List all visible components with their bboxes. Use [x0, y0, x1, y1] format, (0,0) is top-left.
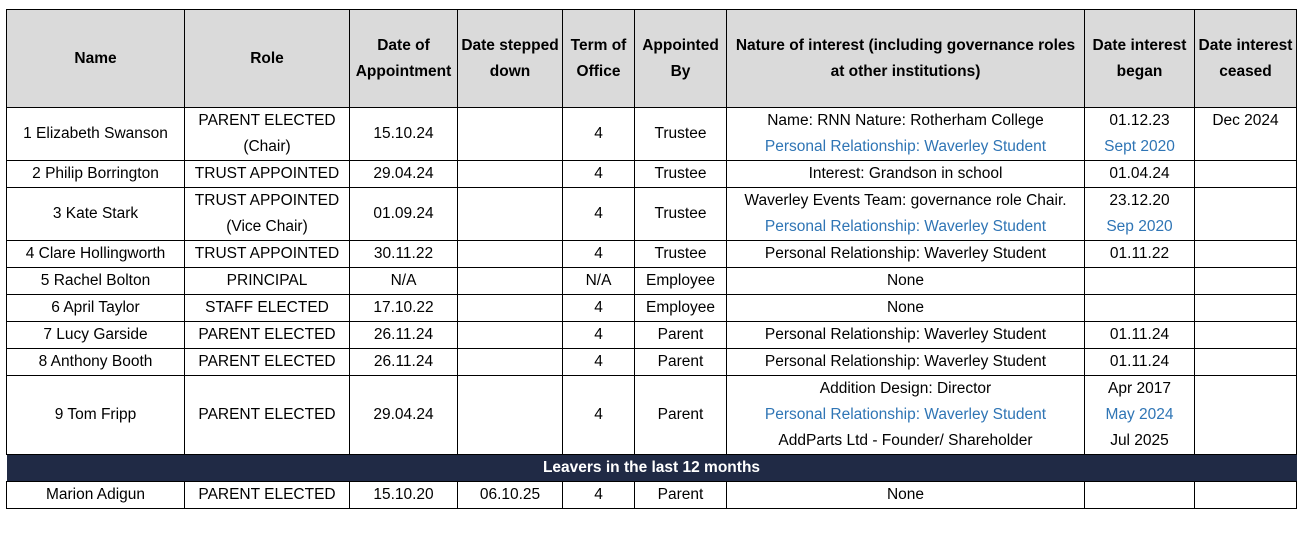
- table-row: [7, 108, 1297, 161]
- table-row: [7, 241, 1297, 268]
- role-line: TRUST APPOINTED: [194, 245, 340, 262]
- member-role: [185, 268, 350, 295]
- member-name: 6 April Taylor: [7, 295, 185, 322]
- date-of-appointment: 17.10.22: [350, 295, 458, 322]
- member-role: [185, 241, 350, 268]
- role-line: PARENT ELECTED: [198, 326, 336, 343]
- appointed-by: Employee: [635, 295, 727, 322]
- date-stepped-down: [458, 295, 563, 322]
- date-stepped-down: [458, 268, 563, 295]
- date-of-appointment: 01.09.24: [350, 188, 458, 241]
- term-of-office: 4: [563, 482, 635, 509]
- interest-began-line: Jul 2025: [1110, 432, 1169, 449]
- members-body: [7, 108, 1297, 455]
- appointed-by: Parent: [635, 349, 727, 376]
- nature-of-interest: [727, 161, 1085, 188]
- header-term-of-office: Term of Office: [563, 10, 635, 108]
- date-of-appointment: 26.11.24: [350, 322, 458, 349]
- date-stepped-down: [458, 188, 563, 241]
- interest-line: None: [886, 486, 925, 503]
- date-interest-ceased: [1195, 161, 1297, 188]
- date-interest-ceased: [1195, 322, 1297, 349]
- member-name: 3 Kate Stark: [7, 188, 185, 241]
- leavers-section-row: [7, 455, 1297, 482]
- header-role: Role: [185, 10, 350, 108]
- member-role: [185, 108, 350, 161]
- date-interest-ceased: [1195, 295, 1297, 322]
- date-interest-began: [1085, 188, 1195, 241]
- date-of-appointment: 15.10.20: [350, 482, 458, 509]
- interest-line: Addition Design: Director: [819, 380, 992, 397]
- member-role: [185, 349, 350, 376]
- nature-of-interest: [727, 322, 1085, 349]
- header-appointed-by: Appointed By: [635, 10, 727, 108]
- term-of-office: 4: [563, 188, 635, 241]
- role-line: TRUST APPOINTED: [194, 192, 340, 209]
- nature-of-interest: [727, 349, 1085, 376]
- term-of-office: 4: [563, 241, 635, 268]
- date-interest-ceased: [1195, 376, 1297, 455]
- appointed-by: Employee: [635, 268, 727, 295]
- interest-began-line: 01.11.24: [1109, 326, 1170, 343]
- member-name: 4 Clare Hollingworth: [7, 241, 185, 268]
- date-interest-began: [1085, 376, 1195, 455]
- member-name: 1 Elizabeth Swanson: [7, 108, 185, 161]
- appointed-by: Parent: [635, 482, 727, 509]
- interest-line: None: [886, 299, 925, 316]
- nature-of-interest: [727, 188, 1085, 241]
- role-line: PARENT ELECTED: [198, 406, 336, 423]
- term-of-office: 4: [563, 322, 635, 349]
- interest-line: Personal Relationship: Waverley Student: [764, 406, 1047, 423]
- interest-line: Personal Relationship: Waverley Student: [764, 353, 1047, 370]
- interest-began-line: 01.04.24: [1109, 165, 1170, 182]
- member-name: 5 Rachel Bolton: [7, 268, 185, 295]
- appointed-by: Parent: [635, 376, 727, 455]
- date-interest-began: [1085, 108, 1195, 161]
- leavers-heading: Leavers in the last 12 months: [7, 455, 1297, 482]
- date-interest-began: [1085, 322, 1195, 349]
- term-of-office: 4: [563, 295, 635, 322]
- header-nature-of-interest: Nature of interest (including governance roles at other institutions): [727, 10, 1085, 108]
- date-of-appointment: 26.11.24: [350, 349, 458, 376]
- appointed-by: Trustee: [635, 188, 727, 241]
- interest-line: Personal Relationship: Waverley Student: [764, 138, 1047, 155]
- member-name: 8 Anthony Booth: [7, 349, 185, 376]
- interest-began-line: May 2024: [1105, 406, 1174, 423]
- leavers-body: [7, 482, 1297, 509]
- nature-of-interest: [727, 108, 1085, 161]
- interest-line: Personal Relationship: Waverley Student: [764, 245, 1047, 262]
- role-line: STAFF ELECTED: [205, 299, 329, 316]
- header-date-stepped-down: Date stepped down: [458, 10, 563, 108]
- interest-began-line: Apr 2017: [1108, 380, 1171, 397]
- interest-line: Interest: Grandson in school: [808, 165, 1003, 182]
- date-interest-ceased: [1195, 241, 1297, 268]
- interest-began-line: Sep 2020: [1106, 218, 1173, 235]
- term-of-office: 4: [563, 161, 635, 188]
- member-role: [185, 295, 350, 322]
- role-line: TRUST APPOINTED: [194, 165, 340, 182]
- date-interest-began: [1085, 161, 1195, 188]
- date-stepped-down: [458, 161, 563, 188]
- date-interest-began: [1085, 295, 1195, 322]
- role-line: PRINCIPAL: [226, 272, 308, 289]
- interest-began-line: 23.12.20: [1109, 192, 1170, 209]
- term-of-office: N/A: [563, 268, 635, 295]
- date-interest-began: [1085, 241, 1195, 268]
- interest-began-line: [1087, 268, 1192, 294]
- appointed-by: Trustee: [635, 108, 727, 161]
- date-stepped-down: [458, 349, 563, 376]
- interest-began-line: 01.11.24: [1109, 353, 1170, 370]
- interest-line: Waverley Events Team: governance role Chair.: [744, 192, 1067, 209]
- date-of-appointment: 30.11.22: [350, 241, 458, 268]
- member-name: 7 Lucy Garside: [7, 322, 185, 349]
- header-name: Name: [7, 10, 185, 108]
- interest-line: Personal Relationship: Waverley Student: [764, 326, 1047, 343]
- date-stepped-down: [458, 376, 563, 455]
- date-interest-began: [1085, 349, 1195, 376]
- interest-line: None: [886, 272, 925, 289]
- interest-began-line: 01.12.23: [1109, 112, 1170, 129]
- nature-of-interest: [727, 295, 1085, 322]
- governance-register-table: [6, 9, 1297, 509]
- member-name: Marion Adigun: [7, 482, 185, 509]
- member-name: 9 Tom Fripp: [7, 376, 185, 455]
- date-stepped-down: 06.10.25: [458, 482, 563, 509]
- table-row: [7, 161, 1297, 188]
- date-of-appointment: 15.10.24: [350, 108, 458, 161]
- date-of-appointment: N/A: [350, 268, 458, 295]
- term-of-office: 4: [563, 376, 635, 455]
- member-name: 2 Philip Borrington: [7, 161, 185, 188]
- nature-of-interest: [727, 482, 1085, 509]
- interest-began-line: [1087, 482, 1192, 508]
- table-row: [7, 268, 1297, 295]
- table-row: [7, 295, 1297, 322]
- nature-of-interest: [727, 376, 1085, 455]
- date-of-appointment: 29.04.24: [350, 161, 458, 188]
- interest-began-line: [1087, 295, 1192, 321]
- role-line: PARENT ELECTED: [198, 112, 336, 129]
- header-date-of-appointment: Date of Appointment: [350, 10, 458, 108]
- interest-line: Personal Relationship: Waverley Student: [764, 218, 1047, 235]
- date-stepped-down: [458, 241, 563, 268]
- table-row: [7, 482, 1297, 509]
- role-line: (Vice Chair): [226, 218, 308, 235]
- interest-began-line: 01.11.22: [1109, 245, 1170, 262]
- term-of-office: 4: [563, 108, 635, 161]
- date-interest-ceased: [1195, 482, 1297, 509]
- date-stepped-down: [458, 108, 563, 161]
- interest-line: Name: RNN Nature: Rotherham College: [767, 112, 1044, 129]
- date-interest-ceased: Dec 2024: [1195, 108, 1297, 161]
- table-row: [7, 376, 1297, 455]
- table-row: [7, 188, 1297, 241]
- header-date-interest-ceased: Date interest ceased: [1195, 10, 1297, 108]
- date-of-appointment: 29.04.24: [350, 376, 458, 455]
- header-row: [7, 10, 1297, 108]
- date-interest-ceased: [1195, 268, 1297, 295]
- member-role: [185, 322, 350, 349]
- role-line: PARENT ELECTED: [198, 486, 336, 503]
- role-line: (Chair): [243, 138, 291, 155]
- member-role: [185, 482, 350, 509]
- nature-of-interest: [727, 241, 1085, 268]
- date-interest-began: [1085, 268, 1195, 295]
- interest-began-line: Sept 2020: [1104, 138, 1175, 155]
- nature-of-interest: [727, 268, 1085, 295]
- member-role: [185, 188, 350, 241]
- date-interest-ceased: [1195, 188, 1297, 241]
- member-role: [185, 161, 350, 188]
- appointed-by: Trustee: [635, 161, 727, 188]
- table-row: [7, 349, 1297, 376]
- table-row: [7, 322, 1297, 349]
- appointed-by: Parent: [635, 322, 727, 349]
- date-interest-ceased: [1195, 349, 1297, 376]
- date-interest-began: [1085, 482, 1195, 509]
- member-role: [185, 376, 350, 455]
- header-date-interest-began: Date interest began: [1085, 10, 1195, 108]
- interest-line: AddParts Ltd - Founder/ Shareholder: [778, 432, 1033, 449]
- role-line: PARENT ELECTED: [198, 353, 336, 370]
- date-stepped-down: [458, 322, 563, 349]
- appointed-by: Trustee: [635, 241, 727, 268]
- term-of-office: 4: [563, 349, 635, 376]
